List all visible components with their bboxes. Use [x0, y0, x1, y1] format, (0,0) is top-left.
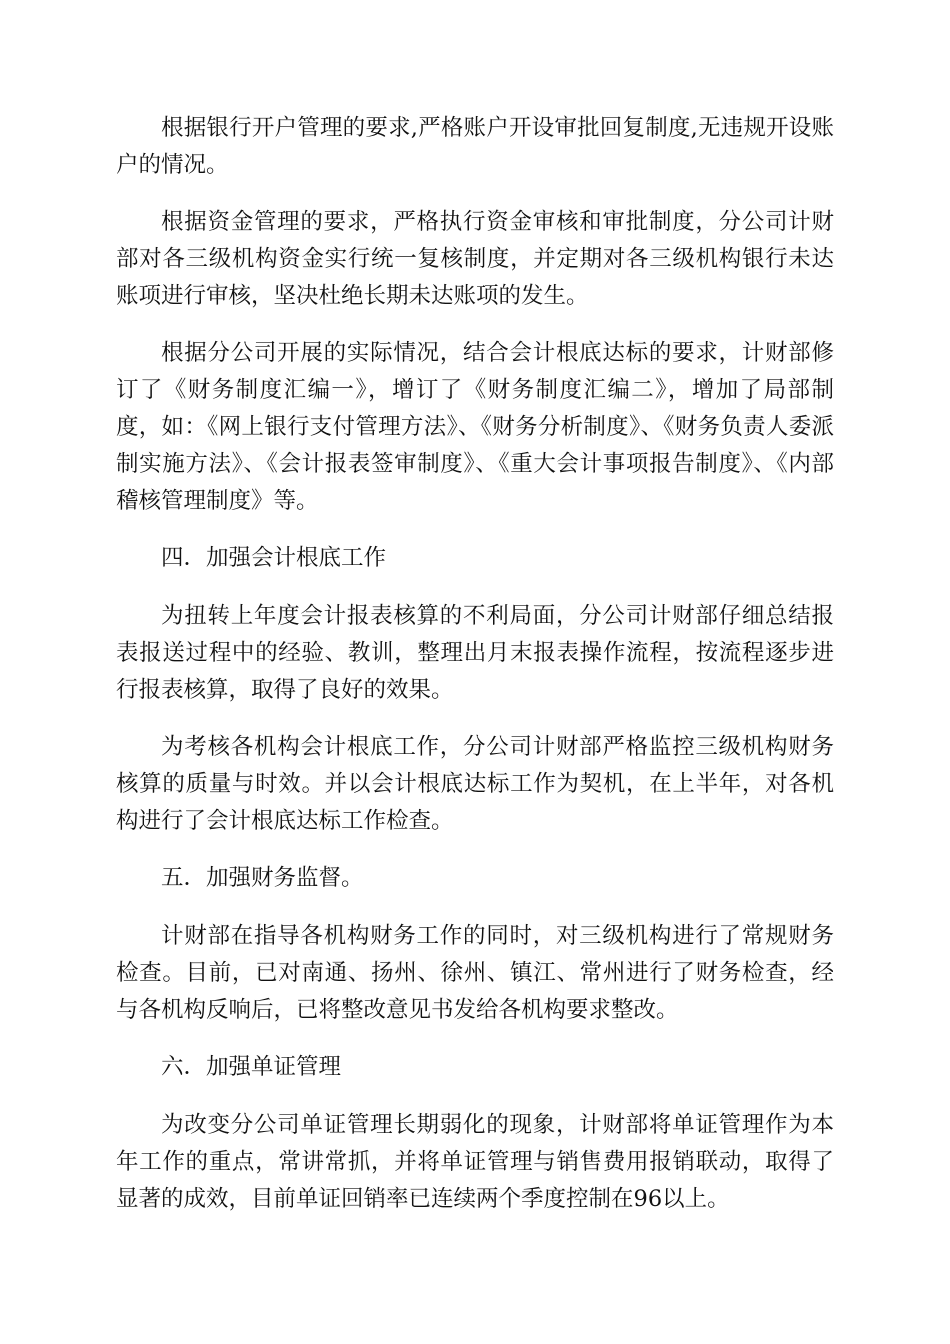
- paragraph-accounting-audit: 为考核各机构会计根底工作，分公司计财部严格监控三级机构财务核算的质量与时效。并以会计根底达标工作为契机，在上半年，对各机构进行了会计根底达标工作检查。: [116, 734, 834, 834]
- section-heading-4: 四．加强会计根底工作: [161, 545, 387, 571]
- document-page: [116, 110, 834, 1238]
- paragraph-document-management: 为改变分公司单证管理长期弱化的现象，计财部将单证管理作为本年工作的重点，常讲常抓，并将单证管理与销售费用报销联动，取得了显著的成效，目前单证回销率已连续两个季度控制在96以上。: [116, 1112, 834, 1212]
- paragraph-report-accounting: 为扭转上年度会计报表核算的不利局面，分公司计财部仔细总结报表报送过程中的经验、教训，整理出月末报表操作流程，按流程逐步进行报表核算，取得了良好的效果。: [116, 603, 834, 703]
- paragraph-fund-management: 根据资金管理的要求，严格执行资金审核和审批制度，分公司计财部对各三级机构资金实行统一复核制度，并定期对各三级机构银行未达账项进行审核，坚决杜绝长期未达账项的发生。: [116, 209, 834, 309]
- section-heading-6: 六．加强单证管理: [161, 1054, 342, 1080]
- paragraph-financial-rules: 根据分公司开展的实际情况，结合会计根底达标的要求，计财部修订了《财务制度汇编一》，增订了《财务制度汇编二》，增加了局部制度，如：《网上银行支付管理方法》、《财务分析制度》、《财务负责人委派制实施方法》、《会计报表签审制度》、《重大会计事项报告制度》、《内部稽核管理制度》等。: [116, 340, 834, 514]
- section-heading-5: 五．加强财务监督。: [161, 865, 364, 891]
- paragraph-financial-inspection: 计财部在指导各机构财务工作的同时，对三级机构进行了常规财务检查。目前，已对南通、扬州、徐州、镇江、常州进行了财务检查，经与各机构反响后，已将整改意见书发给各机构要求整改。: [116, 923, 834, 1023]
- paragraph-bank-account: 根据银行开户管理的要求,严格账户开设审批回复制度,无违规开设账户的情况。: [116, 115, 834, 178]
